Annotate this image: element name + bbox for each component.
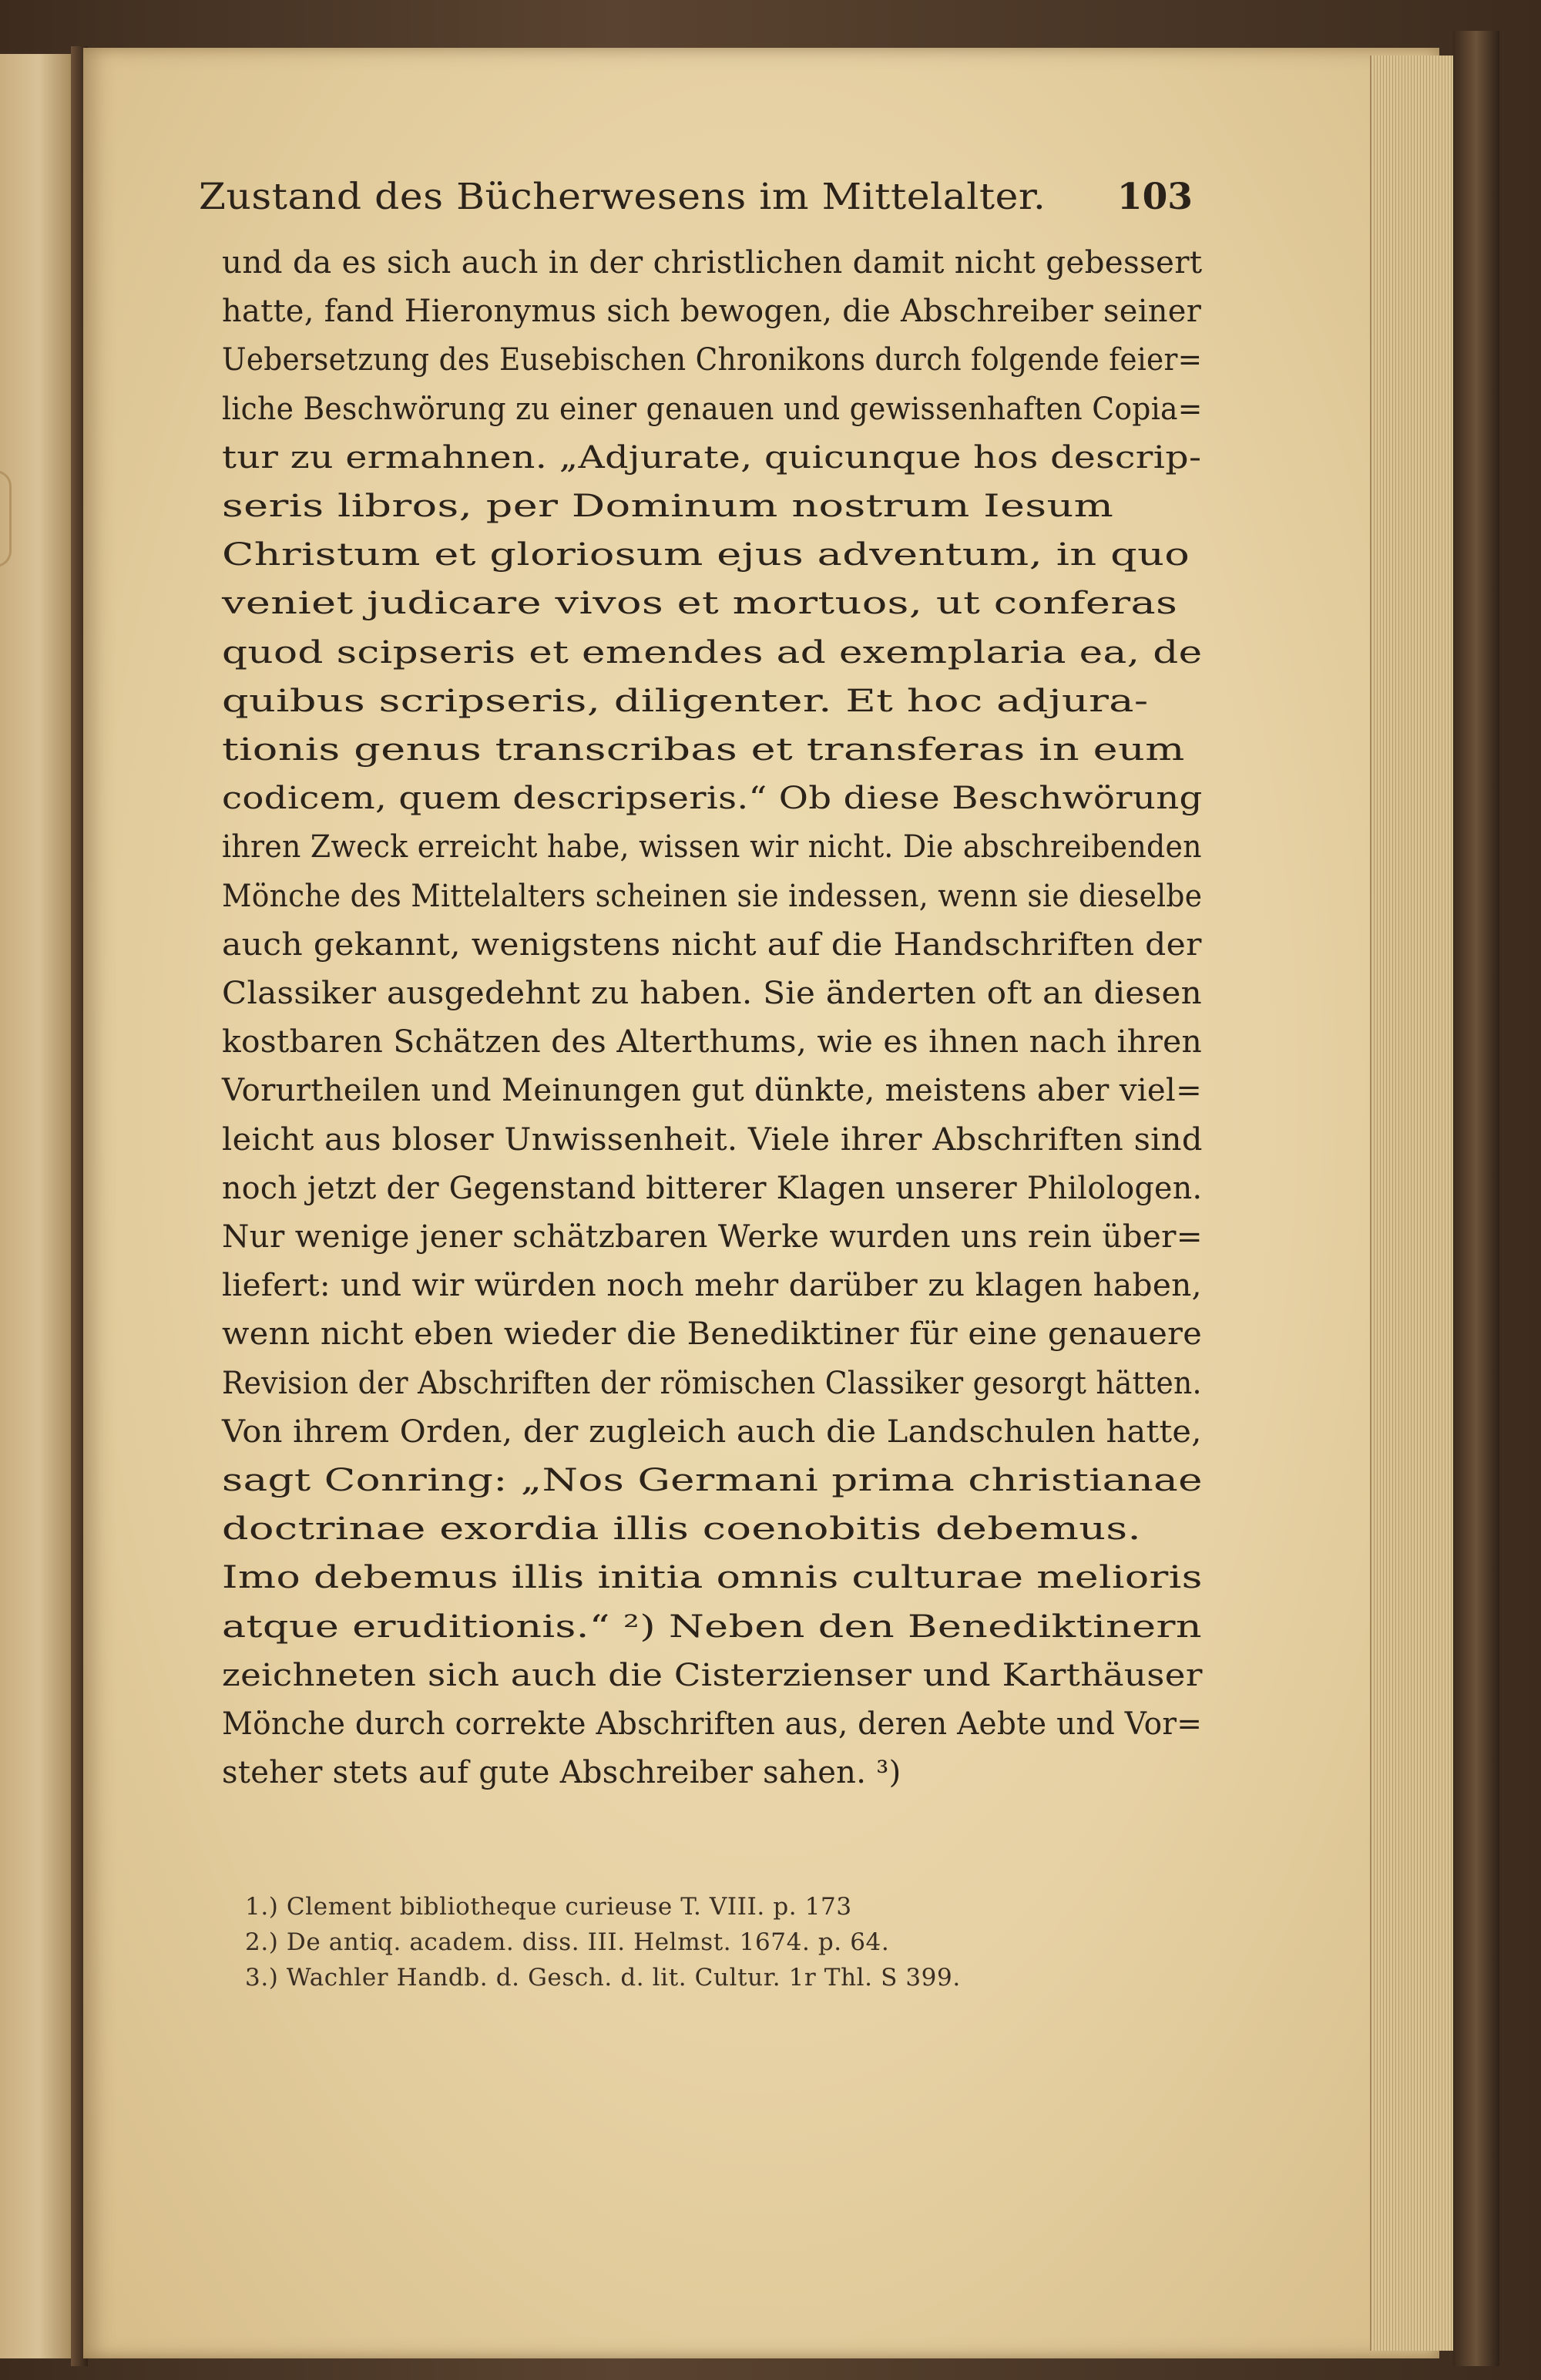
page-curl-mark [0, 470, 12, 567]
text-line: steher stets auf gute Abschreiber sahen. ³) [222, 1755, 901, 1790]
text-line: und da es sich auch in der christlichen damit nicht gebessert [222, 245, 1203, 281]
text-line: Imo debemus illis initia omnis culturae melioris [222, 1560, 1203, 1595]
text-line: Christum et gloriosum ejus adventum, in quo [222, 537, 1190, 573]
text-line: codicem, quem descripseris.“ Ob diese Beschwörung [222, 781, 1203, 816]
text-line: tur zu ermahnen. „Adjurate, quicunque hos descrip- [222, 440, 1202, 476]
page-stack-edges [1370, 55, 1455, 2351]
text-line: hatte, fand Hieronymus sich bewogen, die Abschreiber seiner [222, 294, 1202, 329]
left-facing-page-edge [0, 54, 72, 2358]
text-line: leicht aus bloser Unwissenheit. Viele ihrer Abschriften sind [222, 1122, 1203, 1158]
text-line: Mönche durch correkte Abschriften aus, deren Aebte und Vor= [222, 1706, 1203, 1742]
footnote-line: 3.) Wachler Handb. d. Gesch. d. lit. Cultur. 1r Thl. S 399. [245, 1964, 961, 1992]
text-line: Revision der Abschriften der römischen Classiker gesorgt hätten. [222, 1366, 1202, 1401]
text-line: Nur wenige jener schätzbaren Werke wurden uns rein über= [222, 1219, 1203, 1255]
text-line: tionis genus transcribas et transferas in eum [222, 732, 1185, 768]
footnote-line: 2.) De antiq. academ. diss. III. Helmst. 1674. p. 64. [245, 1928, 890, 1956]
text-line: kostbaren Schätzen des Alterthums, wie es ihnen nach ihren [222, 1024, 1202, 1060]
text-line: liche Beschwörung zu einer genauen und gewissenhaften Copia= [222, 392, 1203, 427]
text-line: Mönche des Mittelalters scheinen sie indessen, wenn sie dieselbe [222, 879, 1203, 914]
text-line: liefert: und wir würden noch mehr darüber zu klagen haben, [222, 1268, 1202, 1303]
text-line: Von ihrem Orden, der zugleich auch die Landschulen hatte, [222, 1414, 1202, 1450]
running-head [199, 176, 1193, 230]
text-line: Vorurtheilen und Meinungen gut dünkte, meistens aber viel= [222, 1073, 1203, 1108]
text-line: zeichneten sich auch die Cisterzienser und Karthäuser [222, 1658, 1203, 1693]
text-line: quod scipseris et emendes ad exemplaria ea, de [222, 635, 1203, 671]
text-line: doctrinae exordia illis coenobitis debemus. [222, 1511, 1142, 1547]
running-head-title: Zustand des Bücherwesens im Mittelalter. [199, 176, 1046, 218]
text-line: quibus scripseris, diligenter. Et hoc adjura- [222, 684, 1149, 719]
text-line: noch jetzt der Gegenstand bitterer Klagen unserer Philologen. [222, 1171, 1203, 1206]
text-line: Classiker ausgedehnt zu haben. Sie änderten oft an diesen [222, 976, 1202, 1011]
text-line: sagt Conring: „Nos Germani prima christianae [222, 1463, 1203, 1498]
text-line: ihren Zweck erreicht habe, wissen wir nicht. Die abschreibenden [222, 829, 1202, 865]
footnote-line: 1.) Clement bibliotheque curieuse T. VIII. p. 173 [245, 1893, 852, 1921]
page-number: 103 [1116, 176, 1193, 218]
text-line: atque eruditionis.“ ²) Neben den Benediktinern [222, 1609, 1202, 1645]
text-line: seris libros, per Dominum nostrum Iesum [222, 489, 1114, 524]
text-line: auch gekannt, wenigstens nicht auf die Handschriften der [222, 927, 1202, 963]
text-line: Uebersetzung des Eusebischen Chronikons durch folgende feier= [222, 342, 1203, 378]
text-line: veniet judicare vivos et mortuos, ut conferas [222, 586, 1178, 621]
book-cover-edge [1453, 31, 1499, 2366]
text-line: wenn nicht eben wieder die Benediktiner für eine genauere [222, 1316, 1203, 1352]
